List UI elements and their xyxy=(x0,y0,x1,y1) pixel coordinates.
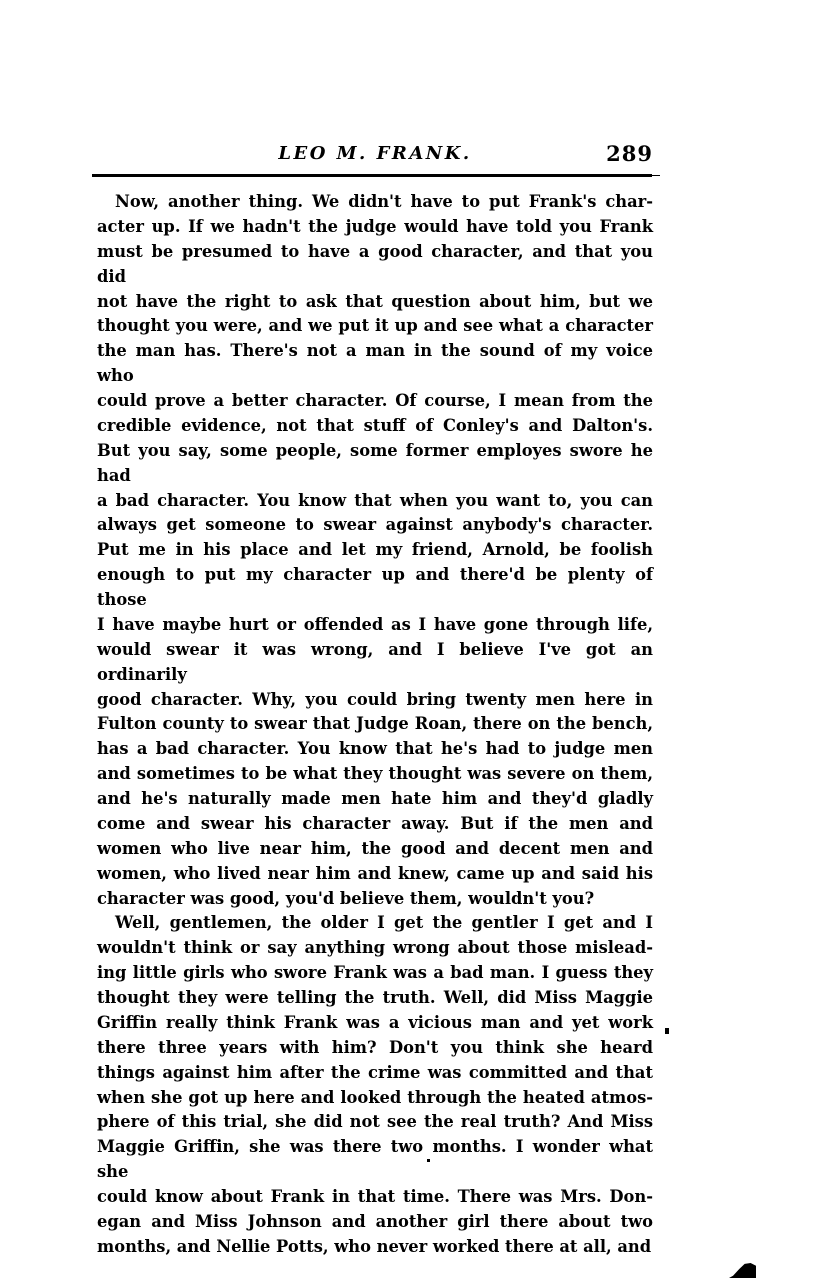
text-line: when she got up here and looked through the heated atmos- xyxy=(97,1087,653,1107)
text-line: women, who lived near him and knew, came up and said his xyxy=(97,863,653,883)
text-line: women who live near him, the good and decent men and xyxy=(97,838,653,858)
text-line: Fulton county to swear that Judge Roan, there on the bench, xyxy=(97,714,653,734)
text-line: character was good, you'd believe them, wouldn't you? xyxy=(97,888,595,908)
paragraph xyxy=(97,190,653,911)
text-line: Griffin really think Frank was a vicious man and yet work xyxy=(97,1012,653,1032)
text-line: credible evidence, not that stuff of Conley's and Dalton's. xyxy=(97,415,653,435)
text-line: come and swear his character away. But if the men and xyxy=(97,813,653,833)
scan-speck xyxy=(665,1028,669,1034)
text-line: a bad character. You know that when you want to, you can xyxy=(97,490,653,510)
text-line: could know about Frank in that time. There was Mrs. Don- xyxy=(97,1187,653,1206)
text-line: would swear it was wrong, and I believe I've got an ordinarily xyxy=(97,639,653,684)
text-line: thought they were telling the truth. Well, did Miss Maggie xyxy=(97,988,653,1007)
header-rule xyxy=(92,174,652,177)
text-line: could prove a better character. Of course, I mean from the xyxy=(97,391,653,410)
text-line: must be presumed to have a good character, and that you did xyxy=(97,241,653,286)
paragraph xyxy=(97,911,653,1259)
header-rule-tail xyxy=(630,175,660,176)
text-line: But you say, some people, some former employes swore he had xyxy=(97,440,653,485)
text-line: acter up. If we hadn't the judge would have told you Frank xyxy=(97,216,653,236)
text-line: and he's naturally made men hate him and they'd gladly xyxy=(97,789,653,808)
text-line: ing little girls who swore Frank was a bad man. I guess they xyxy=(97,963,653,983)
text-line: Maggie Griffin, she was there two months. I wonder what she xyxy=(97,1137,653,1182)
text-line: Put me in his place and let my friend, Arnold, be foolish xyxy=(97,540,653,560)
running-head-title: LEO M. FRANK. xyxy=(278,143,472,164)
text-line: there three years with him? Don't you think she heard xyxy=(97,1037,653,1057)
text-line: months, and Nellie Potts, who never worked there at all, and xyxy=(97,1236,652,1256)
scan-speck xyxy=(427,1159,430,1162)
text-line: always get someone to swear against anybody's character. xyxy=(97,515,653,535)
text-line: things against him after the crime was committed and that xyxy=(97,1062,653,1082)
page-number: 289 xyxy=(606,141,653,166)
text-line: I have maybe hurt or offended as I have gone through life, xyxy=(97,614,653,634)
text-line: has a bad character. You know that he's had to judge men xyxy=(97,739,653,759)
text-line: Now, another thing. We didn't have to put Frank's char- xyxy=(115,192,653,211)
text-line: the man has. There's not a man in the sound of my voice who xyxy=(97,341,653,386)
scan-ink-wedge xyxy=(729,1263,756,1278)
text-line: enough to put my character up and there'd be plenty of those xyxy=(97,565,653,609)
text-line: egan and Miss Johnson and another girl there about two xyxy=(97,1211,653,1231)
text-line: not have the right to ask that question about him, but we xyxy=(97,291,653,311)
text-line: and sometimes to be what they thought was severe on them, xyxy=(97,764,653,784)
text-line: wouldn't think or say anything wrong about those mislead- xyxy=(97,938,653,958)
text-line: phere of this trial, she did not see the real truth? And Miss xyxy=(97,1112,653,1132)
text-line: Well, gentlemen, the older I get the gentler I get and I xyxy=(115,913,653,933)
text-line: good character. Why, you could bring twenty men here in xyxy=(97,689,653,709)
body-text xyxy=(97,190,653,1260)
text-line: thought you were, and we put it up and see what a character xyxy=(97,316,653,336)
